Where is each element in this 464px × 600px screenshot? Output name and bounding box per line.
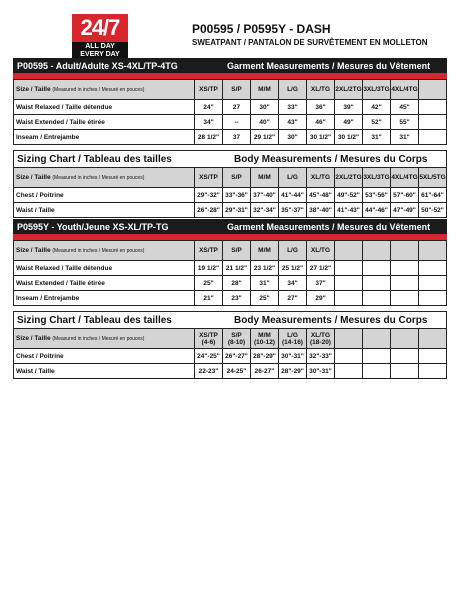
measurement-value: 43" bbox=[279, 115, 307, 130]
size-column-header bbox=[363, 241, 391, 261]
size-column-header bbox=[363, 329, 391, 349]
size-header-label bbox=[14, 241, 195, 261]
measurement-value bbox=[363, 261, 391, 276]
size-label: Size / Taille bbox=[16, 86, 51, 93]
measurement-value: 23" bbox=[223, 291, 251, 306]
measurement-label: Inseam / Entrejambe bbox=[14, 291, 195, 306]
table-row bbox=[14, 291, 447, 306]
measurement-value: 40" bbox=[251, 115, 279, 130]
measurement-label: Waist / Taille bbox=[14, 203, 195, 218]
measurement-value: 21" bbox=[195, 291, 223, 306]
size-column-header bbox=[223, 329, 251, 349]
table-row bbox=[14, 276, 447, 291]
section-title-bar bbox=[13, 58, 447, 73]
size-column-header bbox=[391, 329, 419, 349]
measurement-value: 36" bbox=[307, 100, 335, 115]
measurement-value: 50"-52" bbox=[419, 203, 447, 218]
size-age-range: (8-10) bbox=[227, 338, 246, 346]
measurement-value: 52" bbox=[363, 115, 391, 130]
measurement-value bbox=[419, 130, 447, 145]
measurement-value bbox=[363, 364, 391, 379]
measurement-label: Waist Relaxed / Taille détendue bbox=[14, 100, 195, 115]
measurement-value: 30" bbox=[279, 130, 307, 145]
measurement-value: 35"-37" bbox=[279, 203, 307, 218]
measurement-value: 55" bbox=[391, 115, 419, 130]
measurement-value: 41"-44" bbox=[279, 188, 307, 203]
measurement-value: 46" bbox=[307, 115, 335, 130]
table-row bbox=[14, 349, 447, 364]
table-row bbox=[14, 203, 447, 218]
measurement-value bbox=[419, 364, 447, 379]
section-title-bar bbox=[13, 219, 447, 234]
adult-garment-section bbox=[13, 58, 447, 145]
size-code: L/G bbox=[287, 331, 298, 339]
section-subtitle: Body Measurements / Mesures du Corps bbox=[234, 315, 428, 326]
size-column-header: XS/TP bbox=[195, 80, 223, 100]
size-column-header: XL/TG bbox=[307, 241, 335, 261]
section-subtitle: Garment Measurements / Mesures du Vêtement bbox=[227, 221, 431, 232]
measurement-value: 28"-29" bbox=[251, 349, 279, 364]
measurement-value: 30" bbox=[251, 100, 279, 115]
measurement-value: 24-25" bbox=[223, 364, 251, 379]
size-header-label bbox=[14, 80, 195, 100]
size-column-header: XL/TG bbox=[307, 80, 335, 100]
measurement-value: 27" bbox=[279, 291, 307, 306]
measurement-value: 41"-43" bbox=[335, 203, 363, 218]
measurement-value: 34" bbox=[279, 276, 307, 291]
measurement-value: 45" bbox=[391, 100, 419, 115]
size-column-header: 5XL/5TG bbox=[419, 168, 447, 188]
size-column-header: 3XL/3TG bbox=[363, 80, 391, 100]
table-row bbox=[14, 364, 447, 379]
measurement-value: 24"-25" bbox=[195, 349, 223, 364]
size-column-header: L/G bbox=[279, 241, 307, 261]
measurement-value: 27 bbox=[223, 100, 251, 115]
size-column-header: M/M bbox=[251, 241, 279, 261]
brand-logo bbox=[72, 14, 128, 60]
size-table bbox=[13, 240, 447, 306]
section-title-bar bbox=[13, 311, 447, 328]
size-column-header: M/M bbox=[251, 168, 279, 188]
size-note: (Measured in inches / Mesuré en pouces) bbox=[52, 336, 145, 342]
size-column-header bbox=[335, 329, 363, 349]
table-row bbox=[14, 188, 447, 203]
measurement-value bbox=[363, 291, 391, 306]
size-column-header: 3XL/3TG bbox=[363, 168, 391, 188]
measurement-value bbox=[335, 364, 363, 379]
size-note: (Measured in inches / Mesuré en pouces) bbox=[52, 87, 145, 93]
measurement-value: 25" bbox=[251, 291, 279, 306]
measurement-value: 38"-40" bbox=[307, 203, 335, 218]
measurement-value: 29"-32" bbox=[195, 188, 223, 203]
measurement-label: Inseam / Entrejambe bbox=[14, 130, 195, 145]
table-header-row bbox=[14, 168, 447, 188]
measurement-value: 32"-33" bbox=[307, 349, 335, 364]
measurement-value: 49" bbox=[335, 115, 363, 130]
logo-tagline: ALL DAY EVERY DAY bbox=[72, 42, 128, 60]
measurement-value bbox=[363, 349, 391, 364]
measurement-value: 27 1/2" bbox=[307, 261, 335, 276]
measurement-value: 22-23" bbox=[195, 364, 223, 379]
measurement-value bbox=[419, 261, 447, 276]
table-row bbox=[14, 100, 447, 115]
size-age-range: (4-6) bbox=[201, 338, 216, 346]
measurement-value: 34" bbox=[195, 115, 223, 130]
size-header-label bbox=[14, 168, 195, 188]
size-column-header: L/G bbox=[279, 168, 307, 188]
size-column-header: S/P bbox=[223, 241, 251, 261]
measurement-value bbox=[419, 115, 447, 130]
size-column-header: M/M bbox=[251, 80, 279, 100]
measurement-value: 28 1/2" bbox=[195, 130, 223, 145]
measurement-value: 33"-36" bbox=[223, 188, 251, 203]
measurement-value bbox=[335, 291, 363, 306]
section-title: P0595Y - Youth/Jeune XS-XL/TP-TG bbox=[17, 221, 169, 232]
table-header-row bbox=[14, 80, 447, 100]
size-column-header: 4XL/4TG bbox=[391, 80, 419, 100]
size-age-range: (10-12) bbox=[254, 338, 275, 346]
logo-mark: 24/7 bbox=[72, 14, 128, 42]
size-column-header: 4XL/4TG bbox=[391, 168, 419, 188]
measurement-value: 25" bbox=[195, 276, 223, 291]
table-header-row bbox=[14, 329, 447, 349]
table-row bbox=[14, 261, 447, 276]
measurement-value: 33" bbox=[279, 100, 307, 115]
size-column-header: 2XL/2TG bbox=[335, 168, 363, 188]
size-column-header: XS/TP bbox=[195, 241, 223, 261]
size-column-header bbox=[195, 329, 223, 349]
section-title: Sizing Chart / Tableau des tailles bbox=[17, 154, 172, 165]
size-header-label bbox=[14, 329, 195, 349]
size-column-header: S/P bbox=[223, 80, 251, 100]
adult-body-section bbox=[13, 150, 447, 218]
measurement-value: 45"-48" bbox=[307, 188, 335, 203]
size-column-header: L/G bbox=[279, 80, 307, 100]
measurement-value bbox=[391, 261, 419, 276]
measurement-label: Waist Relaxed / Taille détendue bbox=[14, 261, 195, 276]
size-table bbox=[13, 328, 447, 379]
size-table bbox=[13, 167, 447, 218]
measurement-value: 61"-64" bbox=[419, 188, 447, 203]
measurement-value: 29 1/2" bbox=[251, 130, 279, 145]
measurement-value: 19 1/2" bbox=[195, 261, 223, 276]
measurement-value: 29" bbox=[307, 291, 335, 306]
measurement-label: Waist Extended / Taille étirée bbox=[14, 115, 195, 130]
measurement-value bbox=[419, 349, 447, 364]
measurement-label: Chest / Poitrine bbox=[14, 349, 195, 364]
size-age-range: (14-16) bbox=[282, 338, 303, 346]
measurement-value: 30"-31" bbox=[307, 364, 335, 379]
measurement-value: 53"-56" bbox=[363, 188, 391, 203]
measurement-value: 26"-27" bbox=[223, 349, 251, 364]
measurement-value bbox=[391, 364, 419, 379]
size-note: (Measured in inches / Mesuré en pouces) bbox=[52, 248, 145, 254]
measurement-value: 31" bbox=[363, 130, 391, 145]
size-label: Size / Taille bbox=[16, 247, 51, 254]
size-age-range: (18-20) bbox=[310, 338, 331, 346]
size-column-header bbox=[279, 329, 307, 349]
measurement-value: 23 1/2" bbox=[251, 261, 279, 276]
section-title: P00595 - Adult/Adulte XS-4XL/TP-4TG bbox=[17, 60, 178, 71]
measurement-label: Waist Extended / Taille étirée bbox=[14, 276, 195, 291]
section-title: Sizing Chart / Tableau des tailles bbox=[17, 315, 172, 326]
size-column-header bbox=[335, 241, 363, 261]
measurement-value: 21 1/2" bbox=[223, 261, 251, 276]
measurement-value: 37 bbox=[223, 130, 251, 145]
size-column-header bbox=[419, 329, 447, 349]
measurement-label: Chest / Poitrine bbox=[14, 188, 195, 203]
size-column-header: S/P bbox=[223, 168, 251, 188]
size-column-header bbox=[251, 329, 279, 349]
size-label: Size / Taille bbox=[16, 335, 51, 342]
measurement-value: 25 1/2" bbox=[279, 261, 307, 276]
measurement-value: 28" bbox=[223, 276, 251, 291]
size-column-header: XS/TP bbox=[195, 168, 223, 188]
measurement-value bbox=[391, 276, 419, 291]
section-title-bar bbox=[13, 150, 447, 167]
size-column-header bbox=[419, 80, 447, 100]
youth-garment-section bbox=[13, 219, 447, 306]
youth-body-section bbox=[13, 311, 447, 379]
measurement-value bbox=[335, 276, 363, 291]
measurement-value: 32"-34" bbox=[251, 203, 279, 218]
measurement-value bbox=[419, 100, 447, 115]
size-label: Size / Taille bbox=[16, 174, 51, 181]
size-note: (Measured in inches / Mesuré en pouces) bbox=[52, 175, 145, 181]
measurement-value: 26"-28" bbox=[195, 203, 223, 218]
measurement-value: 39" bbox=[335, 100, 363, 115]
measurement-value: 30"-31" bbox=[279, 349, 307, 364]
measurement-value bbox=[419, 276, 447, 291]
table-row bbox=[14, 130, 447, 145]
size-code: S/P bbox=[231, 331, 242, 339]
measurement-value: 44"-46" bbox=[363, 203, 391, 218]
measurement-value: 30 1/2" bbox=[307, 130, 335, 145]
measurement-label: Waist / Taille bbox=[14, 364, 195, 379]
measurement-value bbox=[335, 261, 363, 276]
size-code: M/M bbox=[258, 331, 271, 339]
measurement-value: 37"-40" bbox=[251, 188, 279, 203]
table-row bbox=[14, 115, 447, 130]
measurement-value bbox=[391, 291, 419, 306]
table-header-row bbox=[14, 241, 447, 261]
size-column-header: 2XL/2TG bbox=[335, 80, 363, 100]
size-column-header bbox=[419, 241, 447, 261]
size-code: XL/TG bbox=[310, 331, 331, 339]
measurement-value: 57"-60" bbox=[391, 188, 419, 203]
document-subtitle: SWEATPANT / PANTALON DE SURVÊTEMENT EN MOLLETON bbox=[192, 38, 428, 47]
size-table bbox=[13, 79, 447, 145]
size-column-header: XL/TG bbox=[307, 168, 335, 188]
measurement-value bbox=[363, 276, 391, 291]
measurement-value: 37" bbox=[307, 276, 335, 291]
section-subtitle: Garment Measurements / Mesures du Vêtement bbox=[227, 60, 431, 71]
measurement-value: -- bbox=[223, 115, 251, 130]
measurement-value: 29"-31" bbox=[223, 203, 251, 218]
section-subtitle: Body Measurements / Mesures du Corps bbox=[234, 154, 428, 165]
size-column-header bbox=[391, 241, 419, 261]
size-code: XS/TP bbox=[199, 331, 218, 339]
measurement-value: 30 1/2" bbox=[335, 130, 363, 145]
measurement-value: 31" bbox=[251, 276, 279, 291]
measurement-value: 47"-49" bbox=[391, 203, 419, 218]
measurement-value bbox=[391, 349, 419, 364]
measurement-value: 28"-29" bbox=[279, 364, 307, 379]
measurement-value: 24" bbox=[195, 100, 223, 115]
measurement-value: 26-27" bbox=[251, 364, 279, 379]
measurement-value: 49"-52" bbox=[335, 188, 363, 203]
measurement-value bbox=[335, 349, 363, 364]
size-column-header bbox=[307, 329, 335, 349]
document-title: P00595 / P0595Y - DASH bbox=[192, 22, 331, 36]
measurement-value bbox=[419, 291, 447, 306]
measurement-value: 42" bbox=[363, 100, 391, 115]
measurement-value: 31" bbox=[391, 130, 419, 145]
